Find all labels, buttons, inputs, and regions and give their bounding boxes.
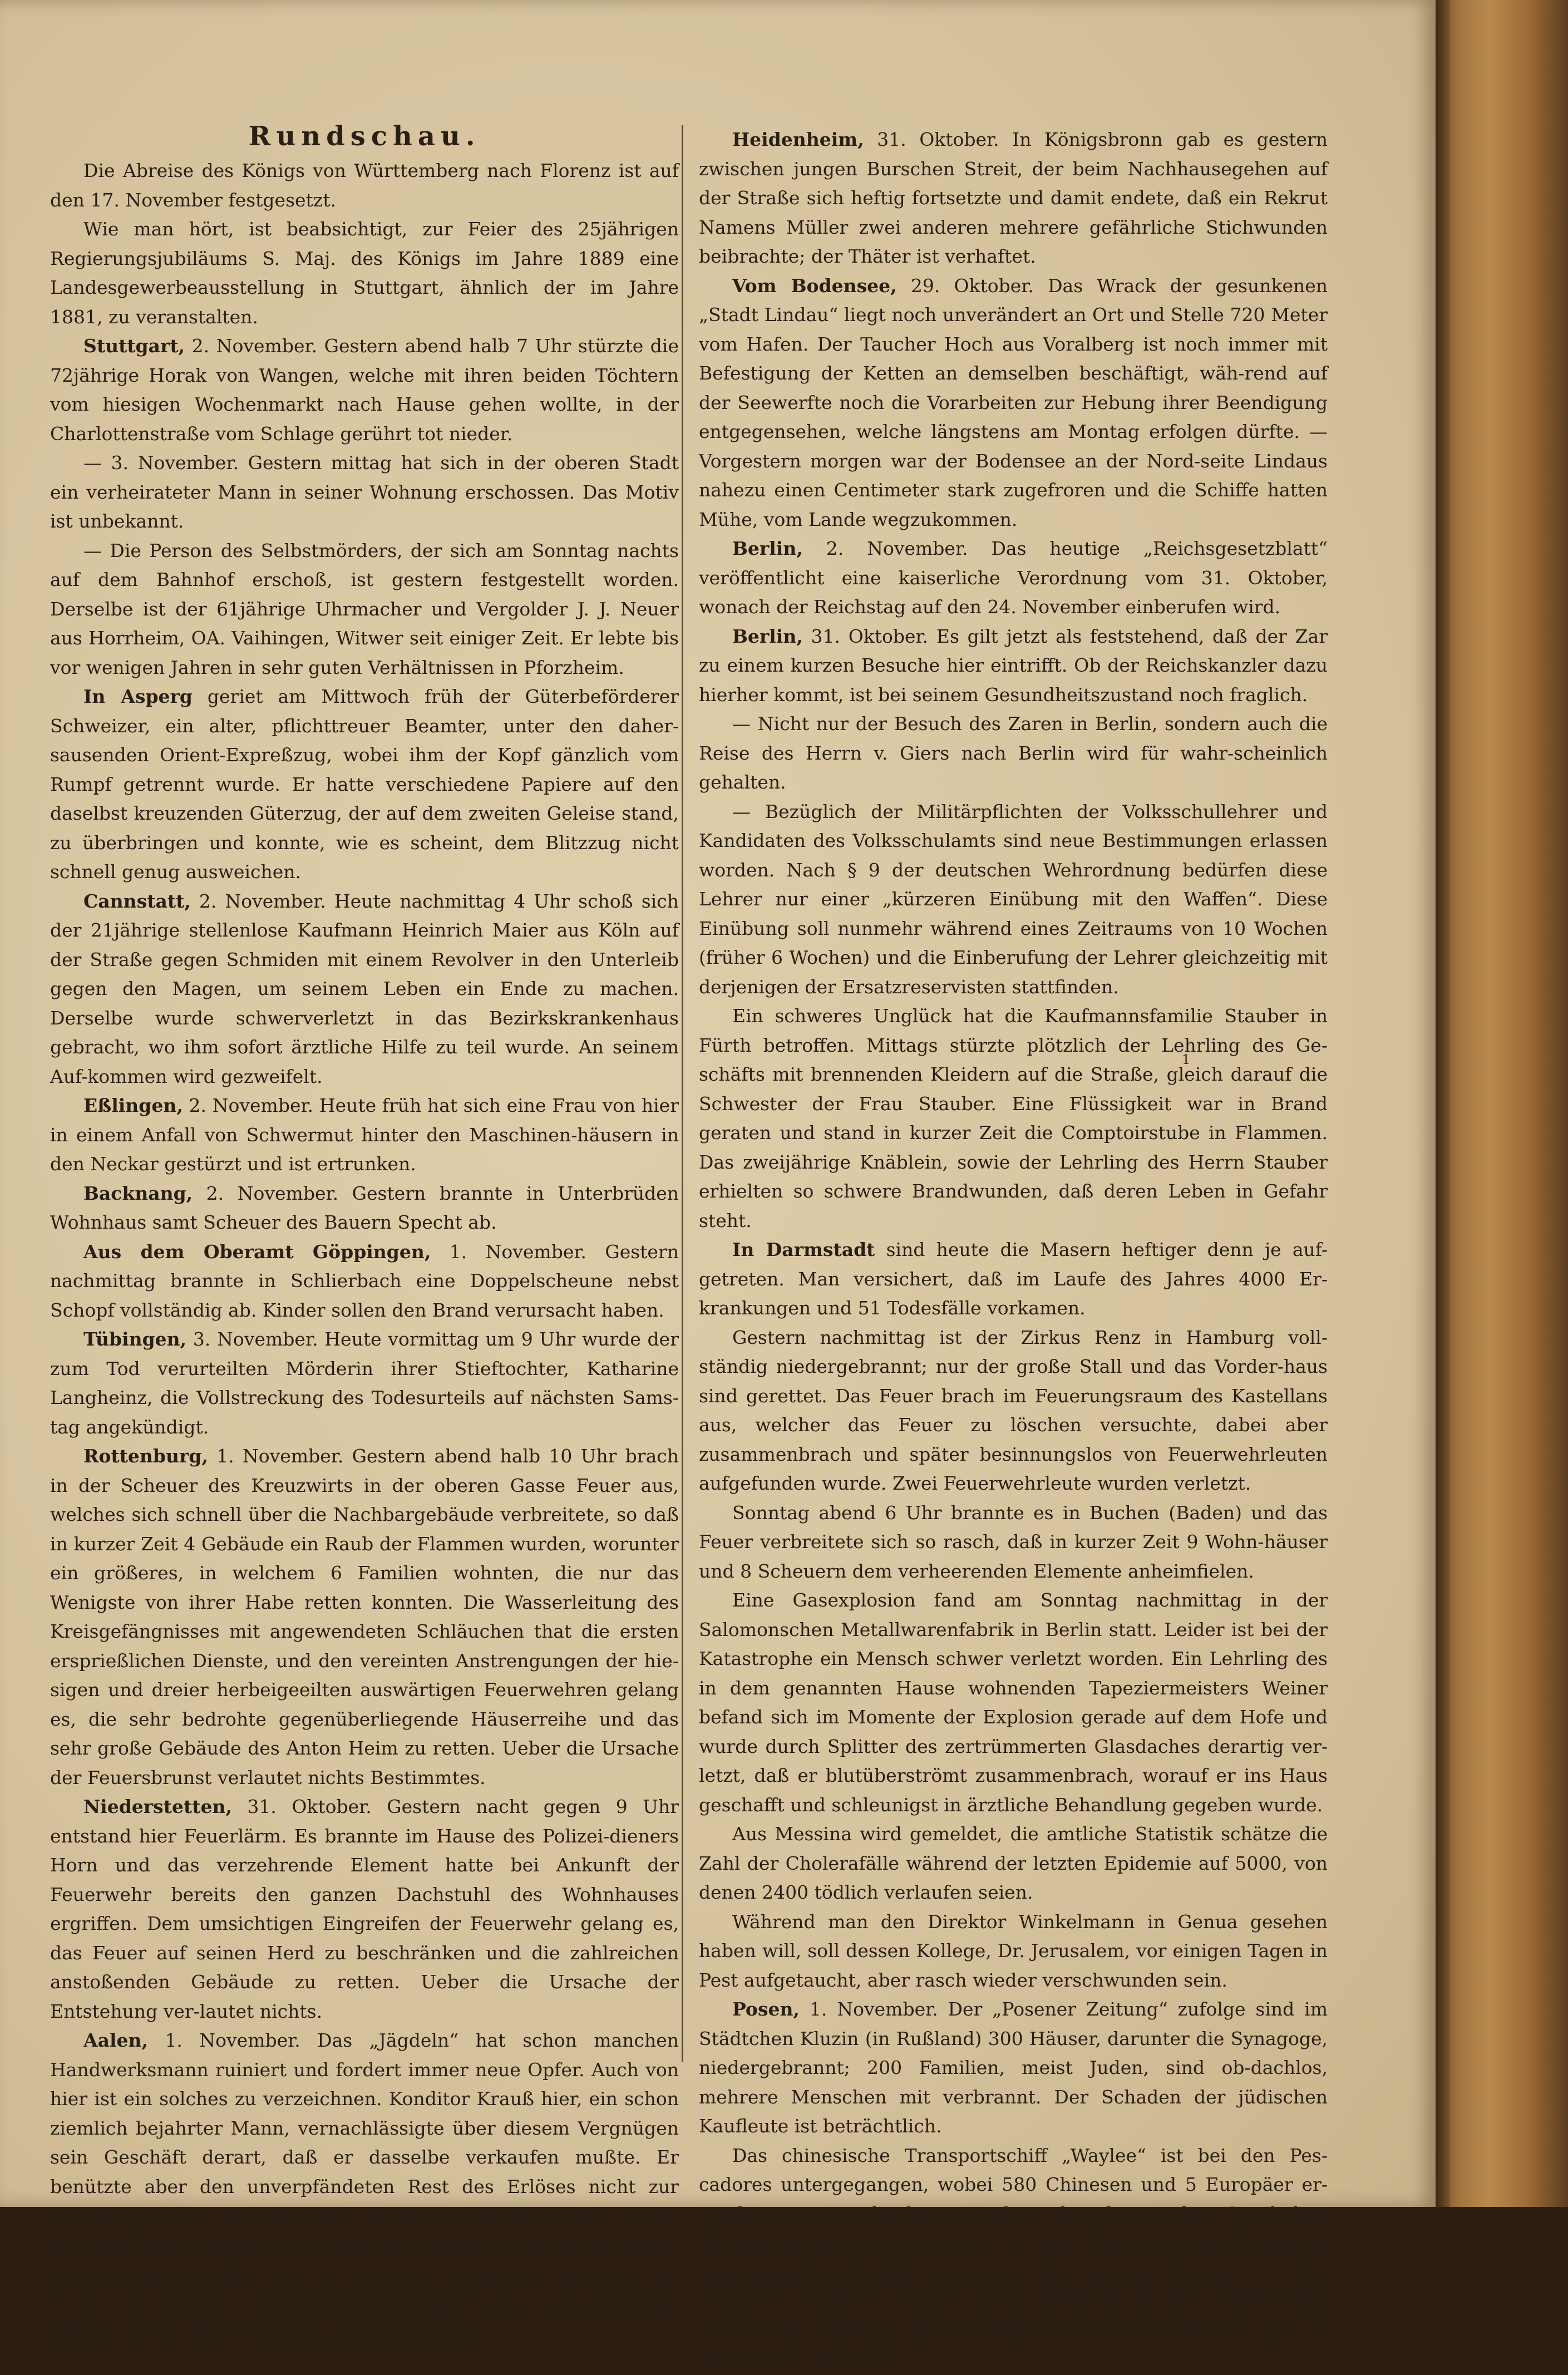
article-dateline: Rottenburg,	[83, 1445, 208, 1467]
article-text: 31. Oktober. Es gilt jetzt als feststehend, daß der Zar zu einem kurzen Besuche hier eintrifft. Ob der Reichskanzler dazu hierher kommt, ist bei seinem Gesundheitszustand noch fraglich.	[699, 625, 1328, 706]
article-paragraph	[50, 887, 679, 1092]
article-dateline: Tübingen,	[83, 1328, 187, 1350]
article-text: Das chinesische Transportschiff „Waylee“ ist bei den Pes-cadores untergegangen, wobei 580 Chinesen und 5 Europäer er-tranken. An verschiedenen Punkten der chinesischen See haben Teifuns gewütet, und fast alle in San Francisco von Hongkong ankommenden Schiffe berichten über heftige Stürme. — Der deutsche Dampfer „Anton“ verlor ebenfalls in den chinesischen Gewässern während eines Teifuns den zweiten Offizier und 24 chinesische Matrosen.	[699, 2144, 1328, 2371]
article-text: Die Abreise des Königs von Württemberg nach Florenz ist auf den 17. November festgesetzt.	[50, 160, 679, 211]
article-text: Ein schweres Unglück hat die Kaufmannsfamilie Stauber in Fürth betroffen. Mittags stürzte plötzlich der Lehrling des Ge-schäfts mit brennenden Kleidern auf die Straße, gleich darauf die Schwester der Frau Stauber. Eine Flüssigkeit war in Brand geraten und stand in kurzer Zeit die Comptoirstube in Flammen. Das zweijährige Knäblein, sowie der Lehrling des Herrn Stauber erhielten so schwere Brandwunden, daß deren Leben in Gefahr steht.	[699, 1005, 1328, 1231]
article-paragraph	[50, 1179, 679, 1238]
article-paragraph	[699, 1002, 1328, 1235]
article-text: 3. November. Heute vormittag um 9 Uhr wurde der zum Tod verurteilten Mörderin ihrer Stieftochter, Katharine Langheinz, die Vollstreckung des Todesurteils auf nächsten Sams-tag angekündigt.	[50, 1328, 679, 1438]
article-text: Wie man hört, ist beabsichtigt, zur Feier des 25jährigen Regierungsjubiläums S. Maj. des Königs im Jahre 1889 eine Landesgewerbeausstellung in Stuttgart, ähnlich der im Jahre 1881, zu veranstalten.	[50, 218, 679, 328]
article-text: Sonntag abend 6 Uhr brannte es in Buchen (Baden) und das Feuer verbreitete sich so rasch, daß in kurzer Zeit 9 Wohn-häuser und 8 Scheuern dem verheerenden Elemente anheimfielen.	[699, 1501, 1328, 1582]
article-text: Während man den Direktor Winkelmann in Genua gesehen haben will, soll dessen Kollege, Dr. Jerusalem, vor einigen Tagen in Pest aufgetaucht, aber rasch wieder verschwunden sein.	[699, 1910, 1328, 1991]
article-text: — Bezüglich der Militärpflichten der Volksschullehrer und Kandidaten des Volksschulamts sind neue Bestimmungen erlassen worden. Nach § 9 der deutschen Wehrordnung bedürfen diese Lehrer nur einer „kürzeren Einübung mit den Waffen“. Diese Einübung soll nunmehr während eines Zeitraums von 10 Wochen (früher 6 Wochen) und die Einberufung der Lehrer gleichzeitig mit derjenigen der Ersatzreservisten stattfinden.	[699, 800, 1328, 998]
article-paragraph	[50, 332, 679, 449]
article-paragraph	[50, 536, 679, 683]
article-paragraph	[50, 1091, 679, 1179]
article-dateline: Cannstatt,	[83, 890, 191, 912]
column-divider	[682, 125, 683, 2062]
article-paragraph	[699, 1235, 1328, 1323]
article-paragraph	[50, 682, 679, 887]
article-dateline: Aus dem Oberamt Göppingen,	[83, 1240, 431, 1263]
article-paragraph	[699, 1908, 1328, 1995]
article-dateline: Aalen,	[83, 2029, 148, 2051]
article-text: 2. November. Das heutige „Reichsgesetzblatt“ veröffentlicht eine kaiserliche Verordnung vom 31. Oktober, wonach der Reichstag auf den 24. November einberufen wird.	[699, 538, 1328, 618]
article-paragraph	[50, 2026, 679, 2348]
right-column	[699, 125, 1328, 2375]
article-text: — 3. November. Gestern mittag hat sich in der oberen Stadt ein verheirateter Mann in seiner Wohnung erschossen. Das Motiv ist unbekannt.	[50, 452, 679, 532]
article-text: 1. November. Gestern nachmittag brannte in Schlierbach eine Doppelscheune nebst Schopf vollständig ab. Kinder sollen den Brand verursacht haben.	[50, 1240, 679, 1321]
article-paragraph	[699, 1820, 1328, 1908]
article-dateline: Berlin,	[732, 625, 803, 647]
article-dateline: Vom Bodensee,	[732, 274, 897, 297]
article-paragraph	[699, 272, 1328, 535]
article-paragraph	[699, 125, 1328, 272]
article-text: 31. Oktober. Gestern nacht gegen 9 Uhr entstand hier Feuerlärm. Es brannte im Hause des Polizei-dieners Horn und das verzehrende Element hatte bei Ankunft der Feuerwehr bereits den ganzen Dachstuhl des Wohnhauses ergriffen. Dem umsichtigen Eingreifen der Feuerwehr gelang es, das Feuer auf seinen Herd zu beschränken und die zahlreichen anstoßenden Gebäude zu retten. Ueber die Ursache der Entstehung ver-lautet nichts.	[50, 1796, 679, 2022]
left-article-list	[50, 156, 679, 2348]
article-text: geriet am Mittwoch früh der Güterbeförderer Schweizer, ein alter, pflichttreuer Beamter, unter den daher-sausenden Orient-Expreßzug, wobei ihm der Kopf gänzlich vom Rumpf getrennt wurde. Er hatte verschiedene Papiere auf den daselbst kreuzenden Güterzug, der auf dem zweiten Geleise stand, zu überbringen und konnte, wie es scheint, dem Blitzzug nicht schnell genug ausweichen.	[50, 686, 679, 883]
article-paragraph	[50, 449, 679, 536]
book-binding	[1436, 0, 1568, 2207]
article-text: sind heute die Masern heftiger denn je auf-getreten. Man versichert, daß im Laufe des Jahres 4000 Er-krankungen und 51 Todesfälle vorkamen.	[699, 1239, 1328, 1319]
article-paragraph	[699, 534, 1328, 622]
article-dateline: Stuttgart,	[83, 335, 185, 357]
article-dateline: Backnang,	[83, 1182, 193, 1204]
article-text: 1. November. Gestern abend halb 10 Uhr brach in der Scheuer des Kreuzwirts in der oberen Gasse Feuer aus, welches sich schnell über die Nachbargebäude verbreitete, so daß in kurzer Zeit 4 Gebäude ein Raub der Flammen wurden, worunter ein größeres, in welchem 6 Familien wohnten, die nur das Wenigste von ihrer Habe retten konnten. Die Wasserleitung des Kreisgefängnisses mit angewendeten Schläuchen that die ersten ersprießlichen Dienste, und den vereinten Anstrengungen der hie-sigen und dreier herbeigeeilten auswärtigen Feuerwehren gelang es, die sehr bedrohte gegenüberliegende Häuserreihe und das sehr große Gebäude des Anton Heim zu retten. Ueber die Ursache der Feuersbrunst verlautet nichts Bestimmtes.	[50, 1445, 679, 1788]
article-text: 31. Oktober. In Königsbronn gab es gestern zwischen jungen Burschen Streit, der beim Nachhausegehen auf der Straße sich heftig fortsetzte und damit endete, daß ein Rekrut Namens Müller zwei anderen mehrere gefährliche Stichwunden beibrachte; der Thäter ist verhaftet.	[699, 129, 1328, 267]
article-dateline: In Asperg	[83, 686, 193, 707]
article-text: 2. November. Heute nachmittag 4 Uhr schoß sich der 21jährige stellenlose Kaufmann Heinrich Maier aus Köln auf der Straße gegen Schmiden mit einem Revolver in den Unterleib gegen den Magen, um seinem Leben ein Ende zu machen. Derselbe wurde schwerverletzt in das Bezirkskrankenhaus gebracht, wo ihm sofort ärztliche Hilfe zu teil wurde. An seinem Auf-kommen wird gezweifelt.	[50, 890, 679, 1087]
article-paragraph	[699, 1499, 1328, 1586]
article-paragraph	[50, 1325, 679, 1442]
article-paragraph	[699, 1323, 1328, 1499]
article-paragraph	[699, 1586, 1328, 1820]
article-paragraph	[50, 1238, 679, 1326]
binding-edge	[1436, 0, 1450, 2207]
left-column	[50, 120, 679, 2348]
article-paragraph	[699, 2141, 1328, 2375]
article-paragraph	[50, 156, 679, 215]
article-text: Gestern nachmittag ist der Zirkus Renz in Hamburg voll-ständig niedergebrannt; nur der große Stall und das Vorder-haus sind gerettet. Das Feuer brach im Feuerungsraum des Kastellans aus, welcher das Feuer zu löschen versuchte, dabei aber zusammenbrach und später besinnungslos von Feuerwehrleuten aufgefunden wurde. Zwei Feuerwehrleute wurden verletzt.	[699, 1326, 1328, 1494]
article-text: 2. November. Gestern abend halb 7 Uhr stürzte die 72jährige Horak von Wangen, welche mit ihren beiden Töchtern vom hiesigen Wochenmarkt nach Hause gehen wollte, in der Charlottenstraße vom Schlage gerührt tot nieder.	[50, 335, 679, 445]
article-dateline: Niederstetten,	[83, 1796, 232, 1817]
article-dateline: Eßlingen,	[83, 1095, 183, 1116]
article-paragraph	[699, 622, 1328, 710]
article-text: 1. November. Das „Jägdeln“ hat schon manchen Handwerksmann ruiniert und fordert immer neue Opfer. Auch von hier ist ein solches zu verzeichnen. Konditor Krauß hier, ein schon ziemlich bejahrter Mann, vernachlässigte über diesem Vergnügen sein Geschäft derart, daß er dasselbe verkaufen mußte. Er benützte aber den unverpfändeten Rest des Erlöses nicht zur Bezahlung seiner Privatschulden und so wurde ihm letzten Diens-tag gepfändet, wobei er auf den Gerichtsvollzieher mit dem Beil einen Angriff machte. Um der Strafe zu entgehen, ergriff er die Flucht und wird nun steckbrieflich verfolgt. Seine 3 unversorg-ten Kinder hat er ohne Vermögen zurückgelassen.	[50, 2029, 679, 2343]
article-paragraph	[50, 1792, 679, 2026]
page-heading: Rundschau.	[248, 121, 481, 152]
article-text: — Die Person des Selbstmörders, der sich am Sonntag nachts auf dem Bahnhof erschoß, ist gestern festgestellt worden. Derselbe ist der 61jährige Uhrmacher und Vergolder J. J. Neuer aus Horrheim, OA. Vaihingen, Witwer seit einiger Zeit. Er lebte bis vor wenigen Jahren in sehr guten Verhältnissen in Pforzheim.	[50, 539, 679, 678]
article-dateline: Posen,	[732, 1998, 800, 2020]
article-dateline: Heidenheim,	[732, 129, 864, 150]
article-paragraph	[50, 1442, 679, 1792]
article-text: 2. November. Gestern brannte in Unterbrüden Wohnhaus samt Scheuer des Bauern Specht ab.	[50, 1182, 679, 1233]
article-text: — Nicht nur der Besuch des Zaren in Berlin, sondern auch die Reise des Herrn v. Giers nach Berlin wird für wahr-scheinlich gehalten.	[699, 713, 1328, 793]
article-paragraph	[699, 1995, 1328, 2141]
article-paragraph	[699, 709, 1328, 797]
article-dateline: Berlin,	[732, 538, 803, 559]
article-text: 1. November. Der „Posener Zeitung“ zufolge sind im Städtchen Kluzin (in Rußland) 300 Häuser, darunter die Synagoge, niedergebrannt; 200 Familien, meist Juden, sind ob-dachlos, mehrere Menschen mit verbrannt. Der Schaden der jüdischen Kaufleute ist beträchtlich.	[699, 1998, 1328, 2137]
article-text: 29. Oktober. Das Wrack der gesunkenen „Stadt Lindau“ liegt noch unverändert an Ort und Stelle 720 Meter vom Hafen. Der Taucher Hoch aus Voralberg ist noch immer mit Befestigung der Ketten an demselben beschäftigt, wäh-rend auf der Seewerfte noch die Vorarbeiten zur Hebung ihrer Beendigung entgegensehen, welche längstens am Montag erfolgen dürfte. — Vorgestern morgen war der Bodensee an der Nord-seite Lindaus nahezu einen Centimeter stark zugefroren und die Schiffe hatten Mühe, vom Lande wegzukommen.	[699, 274, 1328, 530]
right-article-list	[699, 125, 1328, 2375]
article-paragraph	[50, 215, 679, 332]
article-text: 2. November. Heute früh hat sich eine Frau von hier in einem Anfall von Schwermut hinter den Maschinen-häusern in den Neckar gestürzt und ist ertrunken.	[50, 1095, 679, 1175]
article-dateline: In Darmstadt	[732, 1239, 875, 1260]
article-paragraph	[699, 797, 1328, 1002]
article-text: Aus Messina wird gemeldet, die amtliche Statistik schätze die Zahl der Cholerafälle während der letzten Epidemie auf 5000, von denen 2400 tödlich verlaufen seien.	[699, 1823, 1328, 1903]
article-text: Eine Gasexplosion fand am Sonntag nachmittag in der Salomonschen Metallwarenfabrik in Berlin statt. Leider ist bei der Katastrophe ein Mensch schwer verletzt worden. Ein Lehrling des in dem genannten Hause wohnenden Tapeziermeisters Weiner befand sich im Momente der Explosion gerade auf dem Hofe und wurde durch Splitter des zertrümmerten Glasdaches derartig ver-letzt, daß er blutüberströmt zusammenbrach, worauf er ins Haus geschafft und schleunigst in ärztliche Behandlung gegeben wurde.	[699, 1589, 1328, 1816]
page-mark: 1	[1182, 1052, 1191, 1067]
